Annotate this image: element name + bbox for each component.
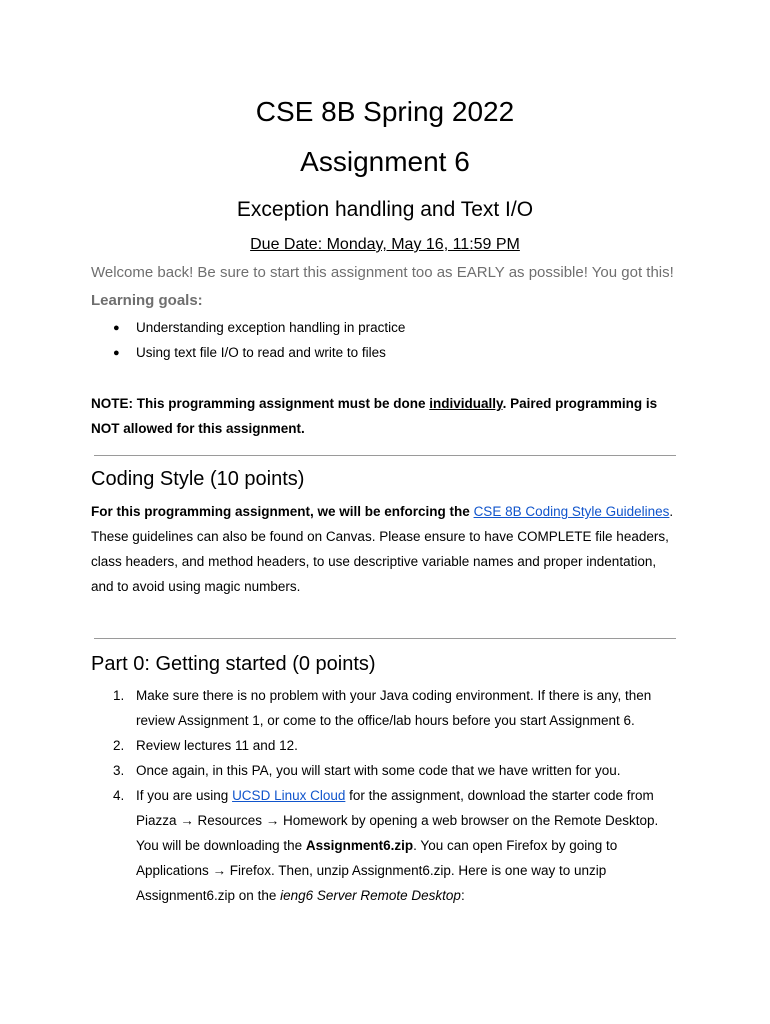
item-number: 2. (113, 738, 125, 753)
item4-text-2: for the assignment, download the starter code from Piazza → Resources → Homework by opening a web browser on the Remote Desktop. You will be downloading the (136, 788, 659, 853)
item-number: 1. (113, 688, 125, 703)
list-item (91, 758, 681, 783)
item-text (136, 783, 681, 908)
note-emphasis: individually (429, 396, 503, 411)
coding-style-guidelines-link[interactable]: CSE 8B Coding Style Guidelines (473, 504, 670, 519)
due-date-text: Due Date: Monday, May 16, 11:59 PM (250, 236, 520, 253)
assignment-title: Assignment 6 (300, 146, 470, 177)
bullet-icon: ● (113, 322, 120, 334)
learning-goals-label: Learning goals: (91, 292, 203, 309)
coding-style-lead: For this programming assignment, we will be enforcing the (91, 504, 474, 519)
goal-text: Understanding exception handling in practice (136, 320, 406, 335)
item-text: Review lectures 11 and 12. (136, 738, 298, 753)
item-number: 3. (113, 763, 125, 778)
note-suffix: . Paired programming is NOT allowed for this assignment. (91, 396, 658, 436)
item4-server-name: ieng6 Server Remote Desktop (280, 888, 461, 903)
course-title: CSE 8B Spring 2022 (255, 96, 515, 127)
item-number: 4. (113, 788, 125, 803)
list-item (91, 783, 681, 908)
bullet-icon: ● (113, 347, 120, 359)
item4-text-1: If you are using (136, 788, 233, 803)
assignment-topic: Exception handling and Text I/O (236, 198, 534, 221)
due-date (0, 234, 770, 256)
ucsd-linux-cloud-link[interactable]: UCSD Linux Cloud (232, 788, 346, 803)
coding-style-paragraph (91, 499, 681, 599)
goal-text: Using text file I/O to read and write to files (136, 345, 386, 360)
list-item (91, 733, 681, 758)
coding-style-heading: Coding Style (10 points) (91, 468, 305, 490)
item-text: Once again, in this PA, you will start with some code that we have written for you. (136, 763, 621, 778)
list-item (91, 683, 681, 733)
note-prefix: NOTE: This programming assignment must be done (91, 396, 430, 411)
item4-zip-name: Assignment6.zip (305, 838, 414, 853)
item-text: Make sure there is no problem with your Java coding environment. If there is any, then review Assignment 1, or come to the office/lab hours before you start Assignment 6. (136, 688, 652, 728)
coding-style-rest: . These guidelines can also be found on Canvas. Please ensure to have COMPLETE file headers, class headers, and method headers, to use descriptive variable names and proper indentation, and to avoid using magic numbers. (91, 504, 674, 594)
welcome-text: Welcome back! Be sure to start this assignment too as EARLY as possible! You got this! (91, 264, 674, 281)
section-divider (94, 638, 676, 639)
part0-heading: Part 0: Getting started (0 points) (91, 653, 376, 675)
item4-text-3: . You can open Firefox by going to Applications → Firefox. Then, unzip Assignment6.zip. Here is one way to unzip Assignment6.zip on the (136, 838, 618, 903)
section-divider (94, 455, 676, 456)
individual-note (91, 391, 681, 441)
item4-text-4: : (460, 888, 465, 903)
